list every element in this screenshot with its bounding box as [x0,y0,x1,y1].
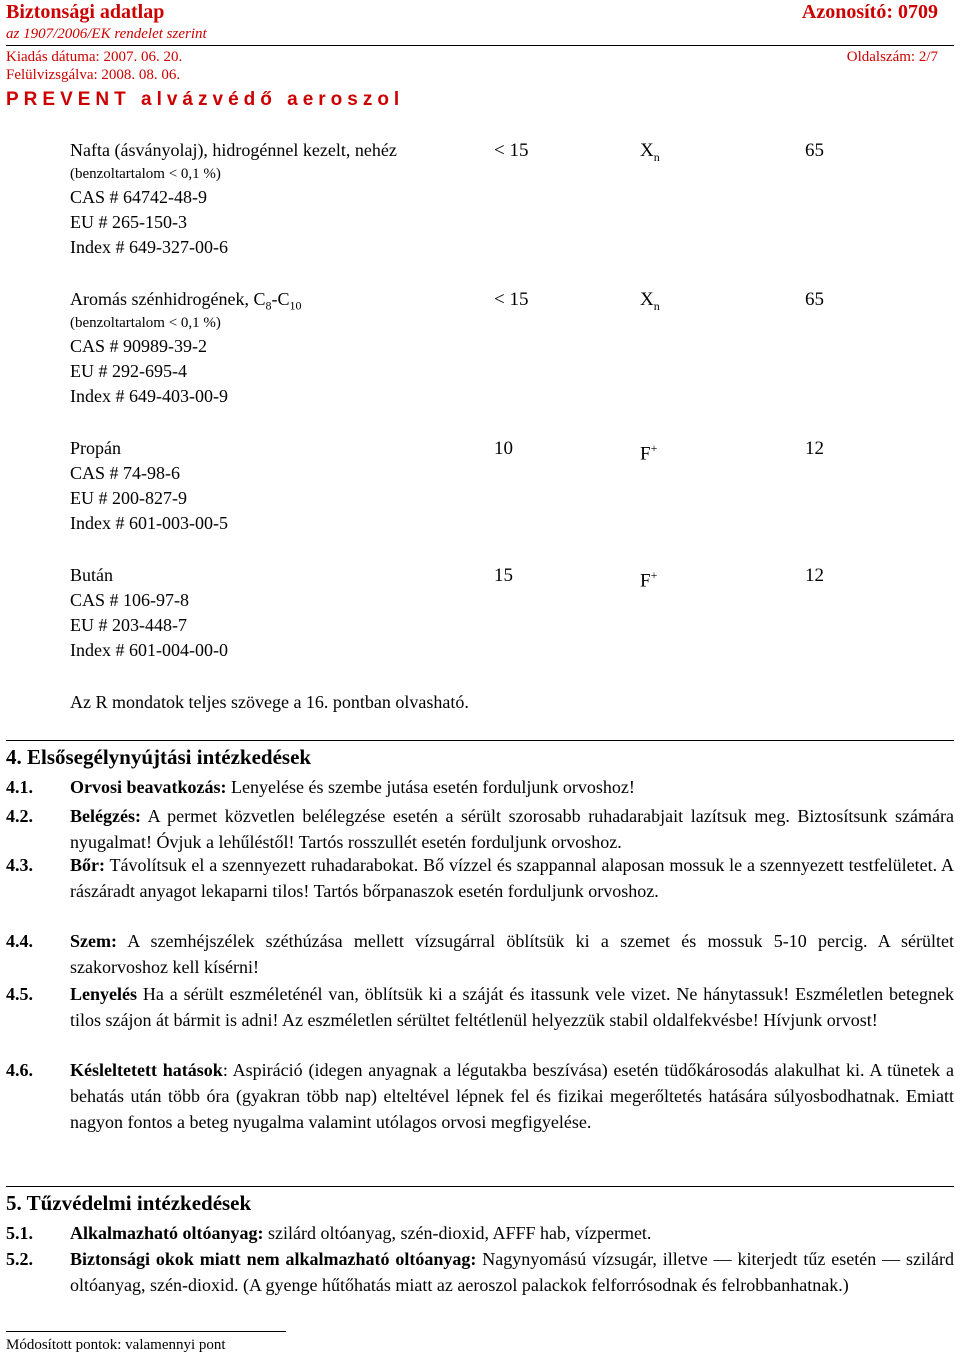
hazard-symbol: F+ [640,568,658,592]
hazard-symbol: $X_n$ [640,289,660,313]
r-phrase: 12 [805,565,824,586]
component-name: Nafta (ásványolaj), hidrogénnel kezelt, nehéz [70,140,397,160]
document-title: Biztonsági adatlap [6,1,165,23]
component-concentration: 10 [494,438,513,459]
component-cas: CAS # 64742-48-9 [70,187,208,207]
first-aid-item [6,774,954,800]
section-4-title: 4. Elsősegélynyújtási intézkedések [6,745,312,769]
section-divider [6,1186,954,1187]
hazard-symbol: F+ [640,441,658,465]
component-eu: EU # 292-695-4 [70,361,187,381]
component-entry [70,287,850,409]
item-number: 4.3. [6,855,33,875]
item-text: Nagynyomású vízsugár, illetve — kiterjedt tűz esetén — szilárd oltóanyag, szén-dioxid. (A gyenge hűtőhatás miatt az aeroszol palackok felforrósodnak és felrobbanhatnak.) [70,1249,954,1295]
item-label: Biztonsági okok miatt nem alkalmazható oltóanyag: [70,1249,477,1269]
hazard-symbol: $X_n$ [640,140,660,164]
footer-divider [6,1331,286,1332]
item-number: 4.5. [6,984,33,1004]
firefighting-item [6,1246,954,1298]
first-aid-item [6,981,954,1033]
component-name: Aromás szénhidrogének, $C_8-C_{10}$ [70,289,302,313]
item-number: 5.2. [6,1249,33,1269]
footer-note: Módosított pontok: valamennyi pont [6,1337,226,1353]
item-label: Lenyelés [70,984,137,1004]
item-text: : Aspiráció (idegen anyagnak a légutakba beszívása) esetén tüdőkárosodás alakulhat ki. A tünetek a behatás után több óra (gyakran több nap) elteltével lépnek fel és fizikai megerőltetés hatására súlyosbodhatnak. Emiatt nagyon fontos a beteg nyugalma valamint utólagos orvosi megfigyelése. [70,1060,954,1132]
component-entry [70,138,850,260]
item-text: szilárd oltóanyag, szén-dioxid, AFFF hab, vízpermet. [263,1223,652,1243]
component-eu: EU # 265-150-3 [70,212,187,232]
component-cas: CAS # 74-98-6 [70,463,181,483]
component-note: (benzoltartalom < 0,1 %) [70,315,221,331]
component-concentration: < 15 [494,289,529,310]
component-index: Index # 649-327-00-6 [70,237,228,257]
component-concentration: < 15 [494,140,529,161]
component-eu: EU # 203-448-7 [70,615,187,635]
item-text: Lenyelése és szembe jutása esetén forduljunk orvoshoz! [226,777,635,797]
section-5-title: 5. Tűzvédelmi intézkedések [6,1191,252,1215]
document-id: Azonosító: 0709 [801,1,938,23]
item-label: Alkalmazható oltóanyag: [70,1223,264,1243]
item-text: A szemhéjszélek széthúzása mellett vízsugárral öblítsük ki a szemet és mossuk 5-10 percig. A sérültet szakorvoshoz kell kísérni! [70,931,954,977]
item-label: Késleltetett hatások [70,1060,223,1080]
first-aid-item [6,1057,954,1135]
item-number: 4.1. [6,777,33,797]
r-phrase-note: Az R mondatok teljes szövege a 16. pontban olvasható. [70,692,469,712]
first-aid-item [6,803,954,855]
header-divider [6,45,954,46]
section-divider [6,740,954,741]
item-number: 4.6. [6,1060,33,1080]
revision-date: Felülvizsgálva: 2008. 08. 06. [6,67,181,83]
component-name: Propán [70,438,121,458]
r-phrase: 65 [805,140,824,161]
firefighting-item [6,1220,954,1246]
component-eu: EU # 200-827-9 [70,488,187,508]
component-note: (benzoltartalom < 0,1 %) [70,166,221,182]
item-label: Szem: [70,931,117,951]
component-entry [70,436,850,536]
item-number: 5.1. [6,1223,33,1243]
item-number: 4.2. [6,806,33,826]
item-number: 4.4. [6,931,33,951]
component-cas: CAS # 90989-39-2 [70,336,208,356]
item-text: Ha a sérült eszméleténél van, öblítsük ki a száját és itassunk vele vizet. Ne hánytassuk! Eszméletlen betegnek tilos szájon át bármit is adni! Az eszméletlen sérültet feltétlenül helyezzük stabil oldalfekvésbe! Hívjunk orvost! [70,984,954,1030]
first-aid-item [6,928,954,980]
item-label: Bőr: [70,855,105,875]
item-label: Orvosi beavatkozás: [70,777,227,797]
item-text: A permet közvetlen belélegzése esetén a sérült szorosabb ruhadarabjait lazítsuk meg. Biztosítsunk számára nyugalmat! Óvjuk a lehűléstől! Tartós rosszullét esetén forduljunk orvoshoz. [70,806,954,852]
component-concentration: 15 [494,565,513,586]
component-name: Bután [70,565,113,585]
product-name: PREVENT alvázvédő aeroszol [6,89,405,110]
regulation-reference: az 1907/2006/EK rendelet szerint [6,26,207,42]
item-label: Belégzés: [70,806,141,826]
r-phrase: 65 [805,289,824,310]
page-number: Oldalszám: 2/7 [846,49,938,65]
r-phrase: 12 [805,438,824,459]
first-aid-item [6,852,954,904]
component-index: Index # 601-004-00-0 [70,640,228,660]
component-cas: CAS # 106-97-8 [70,590,190,610]
component-entry [70,563,850,663]
component-index: Index # 601-003-00-5 [70,513,228,533]
component-index: Index # 649-403-00-9 [70,386,228,406]
issue-date: Kiadás dátuma: 2007. 06. 20. [6,49,183,65]
item-text: Távolítsuk el a szennyezett ruhadarabokat. Bő vízzel és szappannal alaposan mossuk le a szennyezett testfelületet. A rászáradt anyagot lekaparni tilos! Tartós bőrpanaszok esetén forduljunk orvoshoz. [70,855,954,901]
